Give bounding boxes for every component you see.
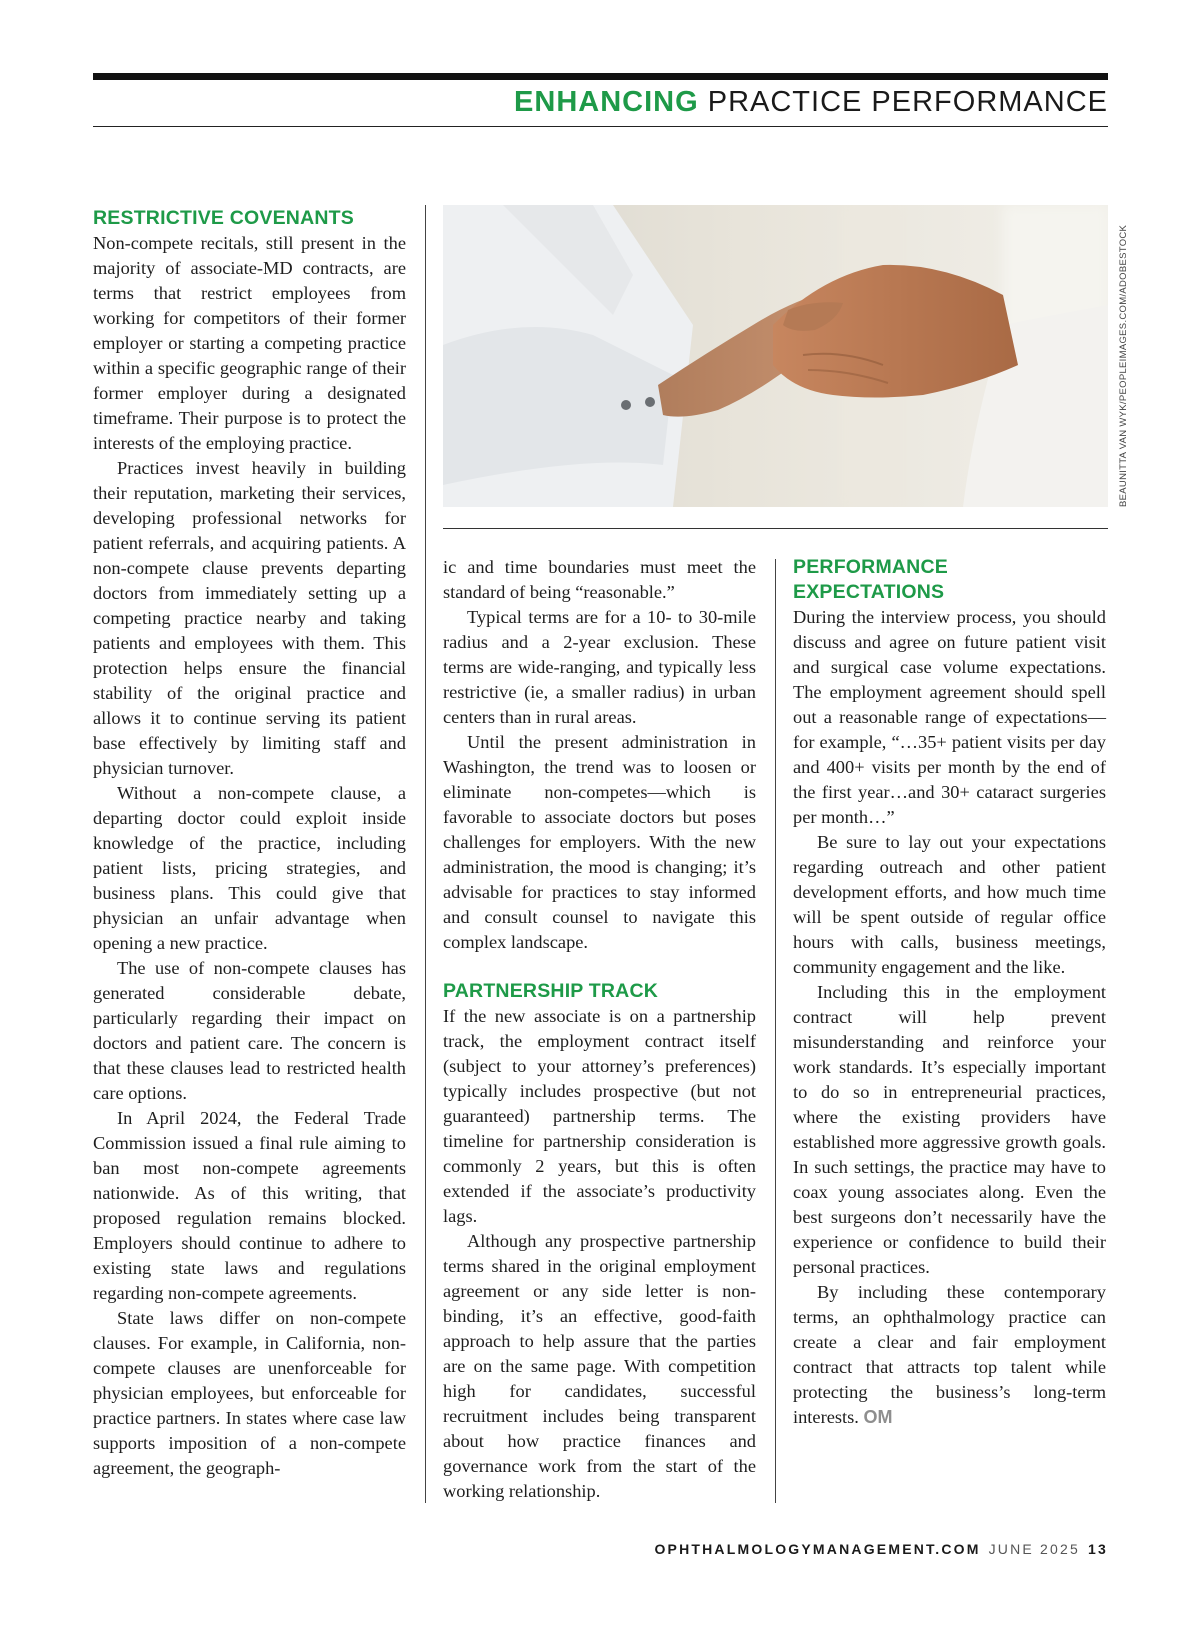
restrictive-p3: Without a non-compete clause, a departing doctor could exploit inside knowledge of the practice, including patient lists, pricing strategies, and business plans. This could give that physician an unfair advantage when opening a new practice. [93,783,406,953]
handshake-photo [443,205,1108,507]
restrictive-p6-continued: ic and time boundaries must meet the standard of being “reasonable.” [443,557,756,602]
section-header [514,86,1108,119]
section-header-rest: PRACTICE PERFORMANCE [698,86,1108,118]
photo-rule [443,528,1108,529]
restrictive-p2: Practices invest heavily in building their reputation, marketing their services, developing professional networks for patient referrals, and acquiring patients. A non-compete clause prevents departing doctors from immediately setting up a competing practice nearby and taking patients and employees with them. This protection helps ensure the financial stability of the original practice and allows it to continue serving its patient base effectively by limiting staff and physician turnover. [93,458,406,778]
header-rule [93,126,1108,127]
column-2 [443,555,756,1504]
footer-date: JUNE 2025 [988,1541,1081,1557]
performance-expectations-heading: PERFORMANCE EXPECTATIONS [793,556,948,603]
performance-p4 [793,1280,1106,1430]
partnership-p1: If the new associate is on a partnership track, the employment contract itself (subject to your attorney’s preferences) typically includes prospective (but not guaranteed) partnership terms. The timeline for partnership consideration is commonly 2 years, but this is often extended if the associate’s productivity lags. [443,1006,756,1226]
footer-site: OPHTHALMOLOGYMANAGEMENT.COM [654,1541,981,1557]
restrictive-p7: Typical terms are for a 10- to 30-mile radius and a 2-year exclusion. These terms are wide-ranging, and typically less restrictive (ie, a smaller radius) in urban centers than in rural areas. [443,607,756,727]
page-number: 13 [1088,1541,1108,1557]
column-divider-1 [425,205,426,1503]
column-divider-2 [775,559,776,1503]
photo-credit: BEAUNITTA VAN WYK/PEOPLEIMAGES.COM/ADOBESTOCK [1118,224,1129,507]
page-footer [654,1541,1108,1557]
performance-p3: Including this in the employment contract will help prevent misunderstanding and reinforce your work standards. It’s especially important to do so in entrepreneurial practices, where the existing providers have established more aggressive growth goals. In such settings, the practice may have to coax young associates along. Even the best surgeons don’t necessarily have the experience or confidence to build their personal practices. [793,982,1106,1277]
performance-p2: Be sure to lay out your expectations regarding outreach and other patient development efforts, and how much time will be spent outside of regular office hours with calls, business meetings, community engagement and the like. [793,832,1106,977]
restrictive-p4: The use of non-compete clauses has generated considerable debate, particularly regarding their impact on doctors and patient care. The concern is that these clauses lead to restricted health care options. [93,958,406,1103]
restrictive-covenants-heading: RESTRICTIVE COVENANTS [93,207,354,229]
top-rule [93,73,1108,80]
restrictive-p5: In April 2024, the Federal Trade Commission issued a final rule aiming to ban most non-compete agreements nationwide. As of this writing, that proposed regulation remains blocked. Employers should continue to adhere to existing state laws and regulations regarding non-compete agreements. [93,1108,406,1303]
performance-p1: During the interview process, you should discuss and agree on future patient visit and surgical case volume expectations. The employment agreement should spell out a reasonable range of expectations—for example, “…35+ patient visits per day and 400+ visits per month by the end of the first year…and 30+ cataract surgeries per month…” [793,607,1106,827]
performance-p4-text: By including these contemporary terms, an ophthalmology practice can create a clear and fair employment contract that attracts top talent while protecting the business’s long-term interests. [793,1282,1106,1427]
restrictive-p1: Non-compete recitals, still present in the majority of associate-MD contracts, are terms that restrict employees from working for competitors of their former employer or starting a competing practice within a specific geographic range of their former employer during a designated timeframe. Their purpose is to protect the interests of the employing practice. [93,233,406,453]
column-3 [793,555,1106,1430]
column-1 [93,206,406,1481]
restrictive-p8: Until the present administration in Washington, the trend was to loosen or eliminate non-competes—which is favorable to associate doctors but poses challenges for employers. With the new administration, the mood is changing; it’s advisable for practices to stay informed and consult counsel to navigate this complex landscape. [443,732,756,952]
restrictive-p6: State laws differ on non-compete clauses. For example, in California, non-compete clauses are unenforceable for physician employees, but enforceable for practice partners. In states where case law supports imposition of a non-compete agreement, the geograph- [93,1308,406,1478]
handshake-illustration [443,205,1108,507]
partnership-track-heading: PARTNERSHIP TRACK [443,980,659,1002]
section-header-keyword: ENHANCING [514,86,699,118]
partnership-p2: Although any prospective partnership terms shared in the original employment agreement or any side letter is non-binding, it’s an effective, good-faith approach to help assure that the parties are on the same page. With competition high for candidates, successful recruitment includes being transparent about how practice finances and governance work from the start of the working relationship. [443,1231,756,1501]
end-mark: OM [863,1407,893,1427]
